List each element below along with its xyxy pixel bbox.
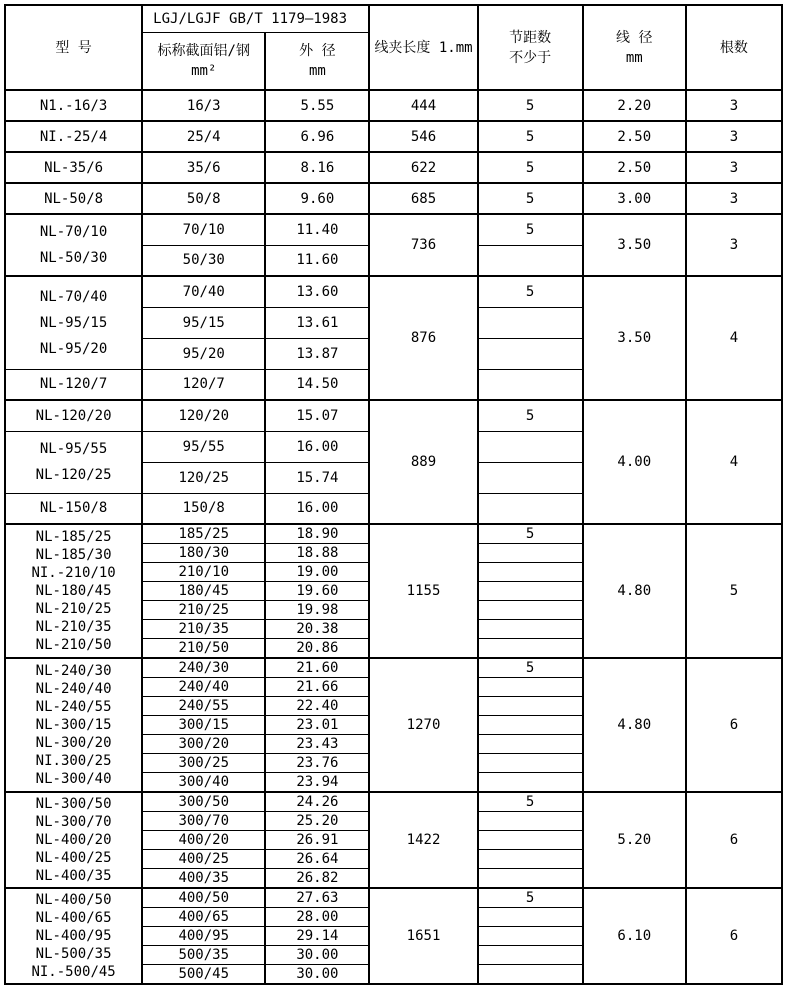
spec-table-header [5,5,782,90]
table-row [5,276,782,307]
table-row [5,658,782,678]
header-pitch-count [478,5,583,90]
cell-pitch-count: 5 [478,276,583,307]
cell-wire-diameter: 3.00 [583,183,686,214]
cell-pitch-count [478,735,583,754]
cell-outer-diameter: 21.66 [265,678,369,697]
cell-pitch-count [478,908,583,927]
cell-pitch-count: 5 [478,90,583,121]
cell-nominal-section: 210/35 [142,620,265,639]
cell-pitch-count [478,812,583,831]
cell-outer-diameter: 26.64 [265,850,369,869]
cell-nominal-section: 400/65 [142,908,265,927]
cell-outer-diameter: 18.88 [265,544,369,563]
cell-strand-count: 4 [686,400,782,524]
header-wire-diameter [583,5,686,90]
cell-pitch-count [478,965,583,985]
cell-model: NL-400/50 NL-400/65 NL-400/95 NL-500/35 NI.-500/45 [5,888,142,984]
cell-nominal-section: 95/55 [142,431,265,462]
cell-pitch-count [478,716,583,735]
cell-clamp-length: 546 [369,121,477,152]
cell-nominal-section: 300/40 [142,773,265,793]
cell-pitch-count [478,582,583,601]
cell-outer-diameter: 20.86 [265,639,369,659]
cell-pitch-count [478,563,583,582]
cell-pitch-count [478,697,583,716]
cell-nominal-section: 180/30 [142,544,265,563]
header-nominal-section [142,32,265,90]
cell-clamp-length: 1422 [369,792,477,888]
cell-wire-diameter: 6.10 [583,888,686,984]
spec-table [4,4,783,985]
cell-outer-diameter: 23.43 [265,735,369,754]
cell-strand-count: 3 [686,183,782,214]
cell-nominal-section: 150/8 [142,493,265,524]
cell-nominal-section: 120/20 [142,400,265,431]
cell-outer-diameter: 18.90 [265,524,369,544]
cell-outer-diameter: 19.60 [265,582,369,601]
cell-outer-diameter: 9.60 [265,183,369,214]
cell-nominal-section: 400/95 [142,927,265,946]
cell-nominal-section: 300/20 [142,735,265,754]
cell-nominal-section: 240/30 [142,658,265,678]
cell-outer-diameter: 14.50 [265,369,369,400]
cell-pitch-count [478,338,583,369]
cell-nominal-section: 50/8 [142,183,265,214]
cell-wire-diameter: 3.50 [583,214,686,276]
table-row [5,90,782,121]
cell-pitch-count: 5 [478,658,583,678]
cell-outer-diameter: 20.38 [265,620,369,639]
cell-pitch-count: 5 [478,152,583,183]
header-clamp-length: 线夹长度 1.mm [369,5,477,90]
header-strand-count: 根数 [686,5,782,90]
cell-nominal-section: 240/40 [142,678,265,697]
cell-nominal-section: 400/50 [142,888,265,908]
cell-nominal-section: 120/25 [142,462,265,493]
cell-pitch-count: 5 [478,888,583,908]
cell-outer-diameter: 11.60 [265,245,369,276]
table-row [5,524,782,544]
cell-nominal-section: 210/25 [142,601,265,620]
cell-outer-diameter: 23.01 [265,716,369,735]
cell-pitch-count [478,639,583,659]
header-pitch-line1: 节距数 [509,29,552,46]
header-standard: LGJ/LGJF GB/T 1179—1983 [142,5,369,32]
cell-outer-diameter: 15.74 [265,462,369,493]
cell-model: NL-120/20 [5,400,142,431]
header-wire-dia-line1: 线 径 [616,29,653,46]
cell-pitch-count: 5 [478,400,583,431]
spec-table-body [5,90,782,984]
cell-wire-diameter: 3.50 [583,276,686,400]
cell-strand-count: 3 [686,152,782,183]
cell-pitch-count [478,850,583,869]
cell-pitch-count [478,462,583,493]
cell-outer-diameter: 23.76 [265,754,369,773]
cell-wire-diameter: 5.20 [583,792,686,888]
cell-outer-diameter: 19.98 [265,601,369,620]
cell-pitch-count: 5 [478,121,583,152]
table-row [5,121,782,152]
cell-nominal-section: 16/3 [142,90,265,121]
cell-pitch-count [478,307,583,338]
cell-wire-diameter: 4.80 [583,658,686,792]
cell-outer-diameter: 30.00 [265,965,369,985]
cell-outer-diameter: 13.61 [265,307,369,338]
cell-outer-diameter: 22.40 [265,697,369,716]
cell-model: NL-70/40 NL-95/15 NL-95/20 [5,276,142,369]
cell-wire-diameter: 2.20 [583,90,686,121]
cell-pitch-count [478,431,583,462]
cell-outer-diameter: 6.96 [265,121,369,152]
cell-outer-diameter: 23.94 [265,773,369,793]
cell-clamp-length: 876 [369,276,477,400]
cell-outer-diameter: 26.82 [265,869,369,889]
cell-outer-diameter: 11.40 [265,214,369,245]
cell-pitch-count [478,946,583,965]
cell-pitch-count [478,245,583,276]
cell-pitch-count [478,773,583,793]
cell-outer-diameter: 13.87 [265,338,369,369]
cell-clamp-length: 444 [369,90,477,121]
cell-model: NL-240/30 NL-240/40 NL-240/55 NL-300/15 NL-300/20 NI.300/25 NL-300/40 [5,658,142,792]
cell-outer-diameter: 16.00 [265,431,369,462]
cell-model: NL-120/7 [5,369,142,400]
cell-strand-count: 6 [686,658,782,792]
cell-outer-diameter: 13.60 [265,276,369,307]
cell-nominal-section: 25/4 [142,121,265,152]
cell-outer-diameter: 29.14 [265,927,369,946]
cell-outer-diameter: 25.20 [265,812,369,831]
cell-pitch-count: 5 [478,524,583,544]
header-od-line1: 外 径 [299,42,336,59]
cell-model: NL-150/8 [5,493,142,524]
cell-strand-count: 4 [686,276,782,400]
cell-strand-count: 6 [686,888,782,984]
cell-pitch-count [478,601,583,620]
cell-clamp-length: 1651 [369,888,477,984]
table-row [5,214,782,245]
cell-nominal-section: 35/6 [142,152,265,183]
cell-pitch-count [478,369,583,400]
cell-nominal-section: 500/35 [142,946,265,965]
cell-pitch-count [478,754,583,773]
cell-pitch-count: 5 [478,183,583,214]
cell-pitch-count [478,620,583,639]
cell-model: NL-50/8 [5,183,142,214]
cell-pitch-count [478,831,583,850]
cell-strand-count: 3 [686,90,782,121]
table-row [5,792,782,812]
cell-nominal-section: 300/50 [142,792,265,812]
cell-nominal-section: 70/40 [142,276,265,307]
cell-outer-diameter: 8.16 [265,152,369,183]
header-section-line2: mm² [191,62,217,79]
cell-wire-diameter: 4.00 [583,400,686,524]
cell-outer-diameter: 28.00 [265,908,369,927]
header-section-line1: 标称截面铝/钢 [157,42,250,59]
cell-clamp-length: 736 [369,214,477,276]
cell-outer-diameter: 15.07 [265,400,369,431]
header-od-line2: mm [308,62,326,79]
cell-model: N1.-16/3 [5,90,142,121]
cell-outer-diameter: 5.55 [265,90,369,121]
cell-outer-diameter: 27.63 [265,888,369,908]
cell-pitch-count [478,493,583,524]
cell-nominal-section: 70/10 [142,214,265,245]
cell-pitch-count: 5 [478,792,583,812]
cell-pitch-count: 5 [478,214,583,245]
cell-model: NI.-25/4 [5,121,142,152]
cell-clamp-length: 622 [369,152,477,183]
cell-clamp-length: 1270 [369,658,477,792]
cell-clamp-length: 685 [369,183,477,214]
cell-nominal-section: 400/20 [142,831,265,850]
cell-pitch-count [478,927,583,946]
cell-model: NL-185/25 NL-185/30 NI.-210/10 NL-180/45 NL-210/25 NL-210/35 NL-210/50 [5,524,142,658]
cell-pitch-count [478,869,583,889]
cell-strand-count: 6 [686,792,782,888]
cell-nominal-section: 300/25 [142,754,265,773]
cell-wire-diameter: 2.50 [583,121,686,152]
cell-strand-count: 5 [686,524,782,658]
cell-outer-diameter: 21.60 [265,658,369,678]
cell-nominal-section: 95/15 [142,307,265,338]
cell-nominal-section: 120/7 [142,369,265,400]
cell-nominal-section: 180/45 [142,582,265,601]
header-pitch-line2: 不少于 [509,49,552,66]
cell-nominal-section: 50/30 [142,245,265,276]
cell-pitch-count [478,678,583,697]
cell-nominal-section: 400/35 [142,869,265,889]
cell-strand-count: 3 [686,214,782,276]
cell-pitch-count [478,544,583,563]
cell-nominal-section: 185/25 [142,524,265,544]
cell-clamp-length: 1155 [369,524,477,658]
cell-nominal-section: 95/20 [142,338,265,369]
table-row [5,152,782,183]
cell-nominal-section: 240/55 [142,697,265,716]
cell-nominal-section: 210/50 [142,639,265,659]
header-outer-diameter [265,32,369,90]
cell-strand-count: 3 [686,121,782,152]
cell-model: NL-95/55 NL-120/25 [5,431,142,493]
cell-model: NL-35/6 [5,152,142,183]
cell-model: NL-300/50 NL-300/70 NL-400/20 NL-400/25 NL-400/35 [5,792,142,888]
cell-model: NL-70/10 NL-50/30 [5,214,142,276]
cell-nominal-section: 500/45 [142,965,265,985]
cell-clamp-length: 889 [369,400,477,524]
header-wire-dia-line2: mm [625,49,643,66]
cell-wire-diameter: 2.50 [583,152,686,183]
table-row [5,888,782,908]
cell-outer-diameter: 30.00 [265,946,369,965]
cell-nominal-section: 210/10 [142,563,265,582]
cell-outer-diameter: 16.00 [265,493,369,524]
cell-nominal-section: 300/70 [142,812,265,831]
header-model: 型 号 [5,5,142,90]
cell-outer-diameter: 24.26 [265,792,369,812]
table-row [5,400,782,431]
cell-outer-diameter: 19.00 [265,563,369,582]
cell-nominal-section: 400/25 [142,850,265,869]
table-row [5,183,782,214]
cell-nominal-section: 300/15 [142,716,265,735]
cell-wire-diameter: 4.80 [583,524,686,658]
cell-outer-diameter: 26.91 [265,831,369,850]
